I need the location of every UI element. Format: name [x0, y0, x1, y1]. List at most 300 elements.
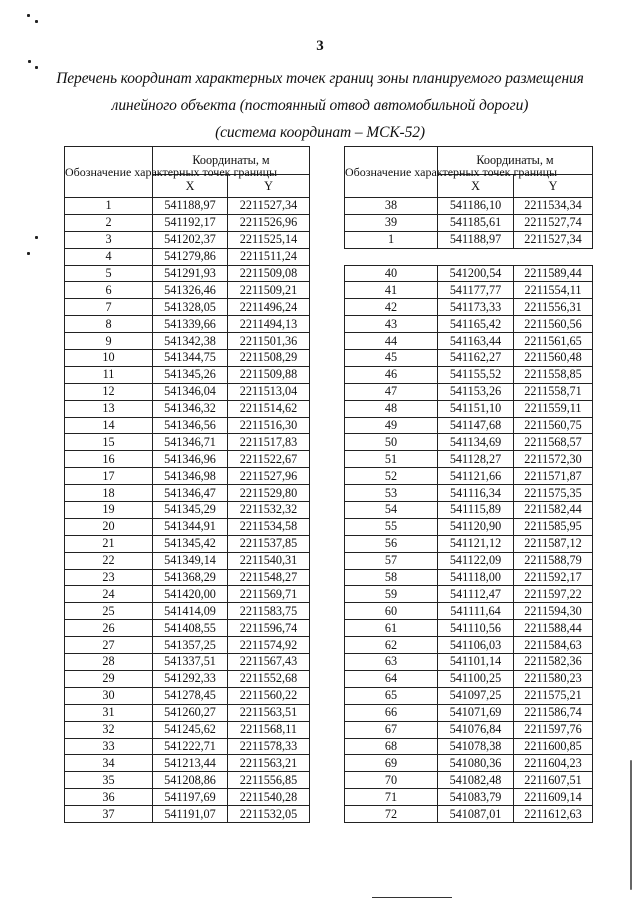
y-coordinate-cell: 2211527,96 [228, 468, 310, 485]
y-coordinate-cell: 2211509,08 [228, 265, 310, 282]
point-name-cell: 71 [345, 789, 438, 806]
y-coordinate-cell: 2211575,21 [514, 687, 593, 704]
table-row [345, 231, 593, 248]
point-name-cell: 53 [345, 485, 438, 502]
point-name-cell: 51 [345, 451, 438, 468]
point-name-cell: 50 [345, 434, 438, 451]
point-name-cell: 38 [345, 198, 438, 215]
table-row [65, 383, 310, 400]
y-coordinate-cell: 2211529,80 [228, 485, 310, 502]
point-name-cell: 40 [345, 265, 438, 282]
y-coordinate-cell: 2211582,36 [514, 654, 593, 671]
y-coordinate-cell: 2211597,76 [514, 721, 593, 738]
y-coordinate-cell: 2211522,67 [228, 451, 310, 468]
point-name-cell: 16 [65, 451, 153, 468]
y-coordinate-cell: 2211560,48 [514, 350, 593, 367]
y-coordinate-cell: 2211516,30 [228, 417, 310, 434]
point-name-cell: 1 [65, 198, 153, 215]
point-name-cell: 3 [65, 231, 153, 248]
table-row [345, 721, 593, 738]
y-coordinate-cell: 2211567,43 [228, 654, 310, 671]
point-name-cell: 18 [65, 485, 153, 502]
point-name-cell: 4 [65, 248, 153, 265]
table-row [345, 535, 593, 552]
y-coordinate-cell: 2211560,56 [514, 316, 593, 333]
point-name-cell: 55 [345, 518, 438, 535]
point-name-cell: 43 [345, 316, 438, 333]
y-coordinate-cell: 2211501,36 [228, 333, 310, 350]
table-row [65, 603, 310, 620]
point-name-cell: 2 [65, 214, 153, 231]
x-coordinate-cell: 541326,46 [153, 282, 228, 299]
table-row [65, 316, 310, 333]
table-row [345, 366, 593, 383]
table-row [65, 485, 310, 502]
x-coordinate-cell: 541344,75 [153, 350, 228, 367]
x-coordinate-cell: 541097,25 [438, 687, 514, 704]
y-coordinate-cell: 2211596,74 [228, 620, 310, 637]
footer-rule [372, 897, 452, 898]
y-coordinate-cell: 2211509,88 [228, 366, 310, 383]
point-name-cell: 49 [345, 417, 438, 434]
table-row [345, 451, 593, 468]
point-name-cell: 42 [345, 299, 438, 316]
x-coordinate-cell: 541071,69 [438, 704, 514, 721]
scan-mark [28, 60, 31, 63]
x-coordinate-cell: 541192,17 [153, 214, 228, 231]
table-row [345, 789, 593, 806]
y-coordinate-cell: 2211563,21 [228, 755, 310, 772]
y-coordinate-cell: 2211556,85 [228, 772, 310, 789]
x-coordinate-cell: 541346,98 [153, 468, 228, 485]
y-coordinate-cell: 2211594,30 [514, 603, 593, 620]
x-coordinate-cell: 541106,03 [438, 637, 514, 654]
point-name-cell: 54 [345, 502, 438, 519]
point-name-cell: 48 [345, 400, 438, 417]
y-coordinate-cell: 2211609,14 [514, 789, 593, 806]
y-coordinate-cell: 2211527,74 [514, 214, 593, 231]
point-name-cell: 61 [345, 620, 438, 637]
x-coordinate-cell: 541186,10 [438, 198, 514, 215]
x-coordinate-cell: 541111,64 [438, 603, 514, 620]
table-row [65, 333, 310, 350]
point-name-cell: 64 [345, 670, 438, 687]
document-title-line-1: Перечень координат характерных точек границ зоны планируемого размещения [56, 70, 584, 87]
column-header-coordinates: Координаты, м [438, 147, 593, 175]
point-name-cell: 31 [65, 704, 153, 721]
x-coordinate-cell: 541339,66 [153, 316, 228, 333]
point-name-cell: 60 [345, 603, 438, 620]
table-row [345, 502, 593, 519]
column-header-point-name: Обозначение характерных точек границы [65, 147, 153, 198]
table-row [65, 299, 310, 316]
y-coordinate-cell: 2211554,11 [514, 282, 593, 299]
scan-mark [27, 252, 30, 255]
x-coordinate-cell: 541115,89 [438, 502, 514, 519]
table-row [65, 434, 310, 451]
x-coordinate-cell: 541278,45 [153, 687, 228, 704]
x-coordinate-cell: 541110,56 [438, 620, 514, 637]
table-row [345, 417, 593, 434]
point-name-cell: 1 [345, 231, 438, 248]
point-name-cell: 11 [65, 366, 153, 383]
y-coordinate-cell: 2211525,14 [228, 231, 310, 248]
x-coordinate-cell: 541151,10 [438, 400, 514, 417]
point-name-cell: 10 [65, 350, 153, 367]
table-row [65, 654, 310, 671]
table-row [65, 552, 310, 569]
y-coordinate-cell: 2211527,34 [514, 231, 593, 248]
table-row [65, 400, 310, 417]
x-coordinate-cell: 541080,36 [438, 755, 514, 772]
table-row [345, 738, 593, 755]
point-name-cell: 29 [65, 670, 153, 687]
y-coordinate-cell: 2211514,62 [228, 400, 310, 417]
x-coordinate-cell: 541349,14 [153, 552, 228, 569]
x-coordinate-cell: 541213,44 [153, 755, 228, 772]
column-header-point-name: Обозначение характерных точек границы [345, 147, 438, 198]
y-coordinate-cell: 2211607,51 [514, 772, 593, 789]
y-coordinate-cell: 2211508,29 [228, 350, 310, 367]
table-row [345, 687, 593, 704]
point-name-cell: 59 [345, 586, 438, 603]
point-name-cell: 44 [345, 333, 438, 350]
point-name-cell: 68 [345, 738, 438, 755]
table-row [65, 721, 310, 738]
point-name-cell: 27 [65, 637, 153, 654]
point-name-cell: 13 [65, 400, 153, 417]
point-name-cell: 41 [345, 282, 438, 299]
table-row [65, 637, 310, 654]
x-coordinate-cell: 541414,09 [153, 603, 228, 620]
x-coordinate-cell: 541291,93 [153, 265, 228, 282]
column-header-y: Y [514, 175, 593, 198]
y-coordinate-cell: 2211509,21 [228, 282, 310, 299]
document-title-line-3: (система координат – МСК-52) [215, 124, 425, 141]
x-coordinate-cell: 541163,44 [438, 333, 514, 350]
x-coordinate-cell: 541346,71 [153, 434, 228, 451]
point-name-cell: 17 [65, 468, 153, 485]
y-coordinate-cell: 2211559,11 [514, 400, 593, 417]
y-coordinate-cell: 2211571,87 [514, 468, 593, 485]
point-name-cell: 22 [65, 552, 153, 569]
y-coordinate-cell: 2211584,63 [514, 637, 593, 654]
point-name-cell: 28 [65, 654, 153, 671]
x-coordinate-cell: 541328,05 [153, 299, 228, 316]
x-coordinate-cell: 541177,77 [438, 282, 514, 299]
table-row [345, 569, 593, 586]
y-coordinate-cell: 2211527,34 [228, 198, 310, 215]
y-coordinate-cell: 2211588,79 [514, 552, 593, 569]
table-row [65, 417, 310, 434]
x-coordinate-cell: 541346,04 [153, 383, 228, 400]
point-name-cell: 63 [345, 654, 438, 671]
y-coordinate-cell: 2211496,24 [228, 299, 310, 316]
x-coordinate-cell: 541082,48 [438, 772, 514, 789]
point-name-cell: 33 [65, 738, 153, 755]
table-row [65, 535, 310, 552]
point-name-cell: 32 [65, 721, 153, 738]
point-name-cell: 25 [65, 603, 153, 620]
point-name-cell: 14 [65, 417, 153, 434]
x-coordinate-cell: 541173,33 [438, 299, 514, 316]
table-row [345, 400, 593, 417]
y-coordinate-cell: 2211592,17 [514, 569, 593, 586]
table-row [345, 214, 593, 231]
x-coordinate-cell: 541222,71 [153, 738, 228, 755]
scan-mark [35, 236, 38, 239]
table-row [345, 265, 593, 282]
x-coordinate-cell: 541128,27 [438, 451, 514, 468]
table-row [345, 316, 593, 333]
y-coordinate-cell: 2211568,11 [228, 721, 310, 738]
y-coordinate-cell: 2211558,71 [514, 383, 593, 400]
y-coordinate-cell: 2211563,51 [228, 704, 310, 721]
document-title-line-2: линейного объекта (постоянный отвод автомобильной дороги) [111, 97, 529, 114]
table-row [345, 670, 593, 687]
column-header-y: Y [228, 175, 310, 198]
x-coordinate-cell: 541118,00 [438, 569, 514, 586]
x-coordinate-cell: 541345,29 [153, 502, 228, 519]
x-coordinate-cell: 541100,25 [438, 670, 514, 687]
point-name-cell: 23 [65, 569, 153, 586]
x-coordinate-cell: 541112,47 [438, 586, 514, 603]
table-row [65, 468, 310, 485]
x-coordinate-cell: 541078,38 [438, 738, 514, 755]
table-row [345, 654, 593, 671]
point-name-cell: 47 [345, 383, 438, 400]
table-row [65, 451, 310, 468]
x-coordinate-cell: 541122,09 [438, 552, 514, 569]
table-row [65, 704, 310, 721]
scan-mark [27, 14, 30, 17]
table-row [345, 299, 593, 316]
coordinates-table-right [344, 146, 593, 823]
table-row [345, 350, 593, 367]
x-coordinate-cell: 541087,01 [438, 806, 514, 823]
table-row [65, 231, 310, 248]
point-name-cell: 8 [65, 316, 153, 333]
x-coordinate-cell: 541202,37 [153, 231, 228, 248]
y-coordinate-cell: 2211534,58 [228, 518, 310, 535]
column-header-x: X [438, 175, 514, 198]
x-coordinate-cell: 541165,42 [438, 316, 514, 333]
x-coordinate-cell: 541420,00 [153, 586, 228, 603]
coordinates-table-left [64, 146, 310, 823]
x-coordinate-cell: 541357,25 [153, 637, 228, 654]
y-coordinate-cell: 2211540,28 [228, 789, 310, 806]
y-coordinate-cell: 2211572,30 [514, 451, 593, 468]
table-row [65, 687, 310, 704]
x-coordinate-cell: 541344,91 [153, 518, 228, 535]
table-row [345, 772, 593, 789]
y-coordinate-cell: 2211569,71 [228, 586, 310, 603]
scan-mark [35, 66, 38, 69]
table-row [65, 569, 310, 586]
point-name-cell: 20 [65, 518, 153, 535]
point-name-cell: 62 [345, 637, 438, 654]
y-coordinate-cell: 2211494,13 [228, 316, 310, 333]
x-coordinate-cell: 541346,47 [153, 485, 228, 502]
y-coordinate-cell: 2211556,31 [514, 299, 593, 316]
point-name-cell: 35 [65, 772, 153, 789]
x-coordinate-cell: 541208,86 [153, 772, 228, 789]
table-row [65, 806, 310, 823]
point-name-cell: 45 [345, 350, 438, 367]
y-coordinate-cell: 2211548,27 [228, 569, 310, 586]
table-row [65, 620, 310, 637]
y-coordinate-cell: 2211517,83 [228, 434, 310, 451]
x-coordinate-cell: 541342,38 [153, 333, 228, 350]
y-coordinate-cell: 2211568,57 [514, 434, 593, 451]
table-row [65, 248, 310, 265]
table-row [345, 603, 593, 620]
x-coordinate-cell: 541153,26 [438, 383, 514, 400]
point-name-cell: 36 [65, 789, 153, 806]
point-name-cell: 52 [345, 468, 438, 485]
table-row [65, 518, 310, 535]
x-coordinate-cell: 541188,97 [153, 198, 228, 215]
x-coordinate-cell: 541121,66 [438, 468, 514, 485]
table-row [345, 434, 593, 451]
y-coordinate-cell: 2211532,32 [228, 502, 310, 519]
point-name-cell: 65 [345, 687, 438, 704]
y-coordinate-cell: 2211561,65 [514, 333, 593, 350]
y-coordinate-cell: 2211552,68 [228, 670, 310, 687]
x-coordinate-cell: 541191,07 [153, 806, 228, 823]
column-header-coordinates: Координаты, м [153, 147, 310, 175]
point-name-cell: 26 [65, 620, 153, 637]
y-coordinate-cell: 2211532,05 [228, 806, 310, 823]
point-name-cell: 46 [345, 366, 438, 383]
table-row [345, 806, 593, 823]
x-coordinate-cell: 541279,86 [153, 248, 228, 265]
y-coordinate-cell: 2211558,85 [514, 366, 593, 383]
y-coordinate-cell: 2211578,33 [228, 738, 310, 755]
x-coordinate-cell: 541368,29 [153, 569, 228, 586]
point-name-cell: 9 [65, 333, 153, 350]
point-name-cell: 58 [345, 569, 438, 586]
x-coordinate-cell: 541345,26 [153, 366, 228, 383]
y-coordinate-cell: 2211587,12 [514, 535, 593, 552]
scan-mark [35, 20, 38, 23]
table-row [345, 755, 593, 772]
x-coordinate-cell: 541245,62 [153, 721, 228, 738]
y-coordinate-cell: 2211540,31 [228, 552, 310, 569]
x-coordinate-cell: 541408,55 [153, 620, 228, 637]
point-name-cell: 7 [65, 299, 153, 316]
x-coordinate-cell: 541200,54 [438, 265, 514, 282]
y-coordinate-cell: 2211597,22 [514, 586, 593, 603]
x-coordinate-cell: 541083,79 [438, 789, 514, 806]
y-coordinate-cell: 2211600,85 [514, 738, 593, 755]
y-coordinate-cell: 2211560,75 [514, 417, 593, 434]
table-row [65, 738, 310, 755]
point-name-cell: 39 [345, 214, 438, 231]
column-header-x: X [153, 175, 228, 198]
point-name-cell: 15 [65, 434, 153, 451]
x-coordinate-cell: 541197,69 [153, 789, 228, 806]
x-coordinate-cell: 541346,56 [153, 417, 228, 434]
table-row [345, 383, 593, 400]
table-row [345, 468, 593, 485]
point-name-cell: 34 [65, 755, 153, 772]
point-name-cell: 56 [345, 535, 438, 552]
x-coordinate-cell: 541120,90 [438, 518, 514, 535]
table-row [65, 198, 310, 215]
x-coordinate-cell: 541155,52 [438, 366, 514, 383]
y-coordinate-cell: 2211574,92 [228, 637, 310, 654]
scan-mark [630, 760, 632, 890]
table-row [65, 586, 310, 603]
point-name-cell: 6 [65, 282, 153, 299]
y-coordinate-cell: 2211588,44 [514, 620, 593, 637]
x-coordinate-cell: 541134,69 [438, 434, 514, 451]
y-coordinate-cell: 2211537,85 [228, 535, 310, 552]
y-coordinate-cell: 2211534,34 [514, 198, 593, 215]
y-coordinate-cell: 2211526,96 [228, 214, 310, 231]
x-coordinate-cell: 541337,51 [153, 654, 228, 671]
point-name-cell: 5 [65, 265, 153, 282]
table-row [65, 265, 310, 282]
y-coordinate-cell: 2211604,23 [514, 755, 593, 772]
point-name-cell: 70 [345, 772, 438, 789]
table-row [345, 333, 593, 350]
point-name-cell: 24 [65, 586, 153, 603]
table-row [65, 789, 310, 806]
x-coordinate-cell: 541147,68 [438, 417, 514, 434]
table-row [345, 518, 593, 535]
table-row [65, 366, 310, 383]
table-row [345, 637, 593, 654]
x-coordinate-cell: 541188,97 [438, 231, 514, 248]
table-row [65, 350, 310, 367]
y-coordinate-cell: 2211560,22 [228, 687, 310, 704]
page-number: 3 [316, 38, 324, 54]
table-row [65, 282, 310, 299]
point-name-cell: 21 [65, 535, 153, 552]
point-name-cell: 19 [65, 502, 153, 519]
table-row [65, 772, 310, 789]
y-coordinate-cell: 2211575,35 [514, 485, 593, 502]
y-coordinate-cell: 2211586,74 [514, 704, 593, 721]
point-name-cell: 66 [345, 704, 438, 721]
table-row [345, 620, 593, 637]
x-coordinate-cell: 541076,84 [438, 721, 514, 738]
y-coordinate-cell: 2211612,63 [514, 806, 593, 823]
x-coordinate-cell: 541185,61 [438, 214, 514, 231]
y-coordinate-cell: 2211511,24 [228, 248, 310, 265]
point-name-cell: 37 [65, 806, 153, 823]
x-coordinate-cell: 541101,14 [438, 654, 514, 671]
y-coordinate-cell: 2211582,44 [514, 502, 593, 519]
x-coordinate-cell: 541292,33 [153, 670, 228, 687]
table-row [65, 755, 310, 772]
x-coordinate-cell: 541346,32 [153, 400, 228, 417]
y-coordinate-cell: 2211589,44 [514, 265, 593, 282]
x-coordinate-cell: 541346,96 [153, 451, 228, 468]
y-coordinate-cell: 2211513,04 [228, 383, 310, 400]
table-gap-row [345, 248, 593, 265]
x-coordinate-cell: 541162,27 [438, 350, 514, 367]
table-row [345, 198, 593, 215]
point-name-cell: 72 [345, 806, 438, 823]
point-name-cell: 67 [345, 721, 438, 738]
point-name-cell: 57 [345, 552, 438, 569]
point-name-cell: 69 [345, 755, 438, 772]
table-row [65, 670, 310, 687]
y-coordinate-cell: 2211583,75 [228, 603, 310, 620]
